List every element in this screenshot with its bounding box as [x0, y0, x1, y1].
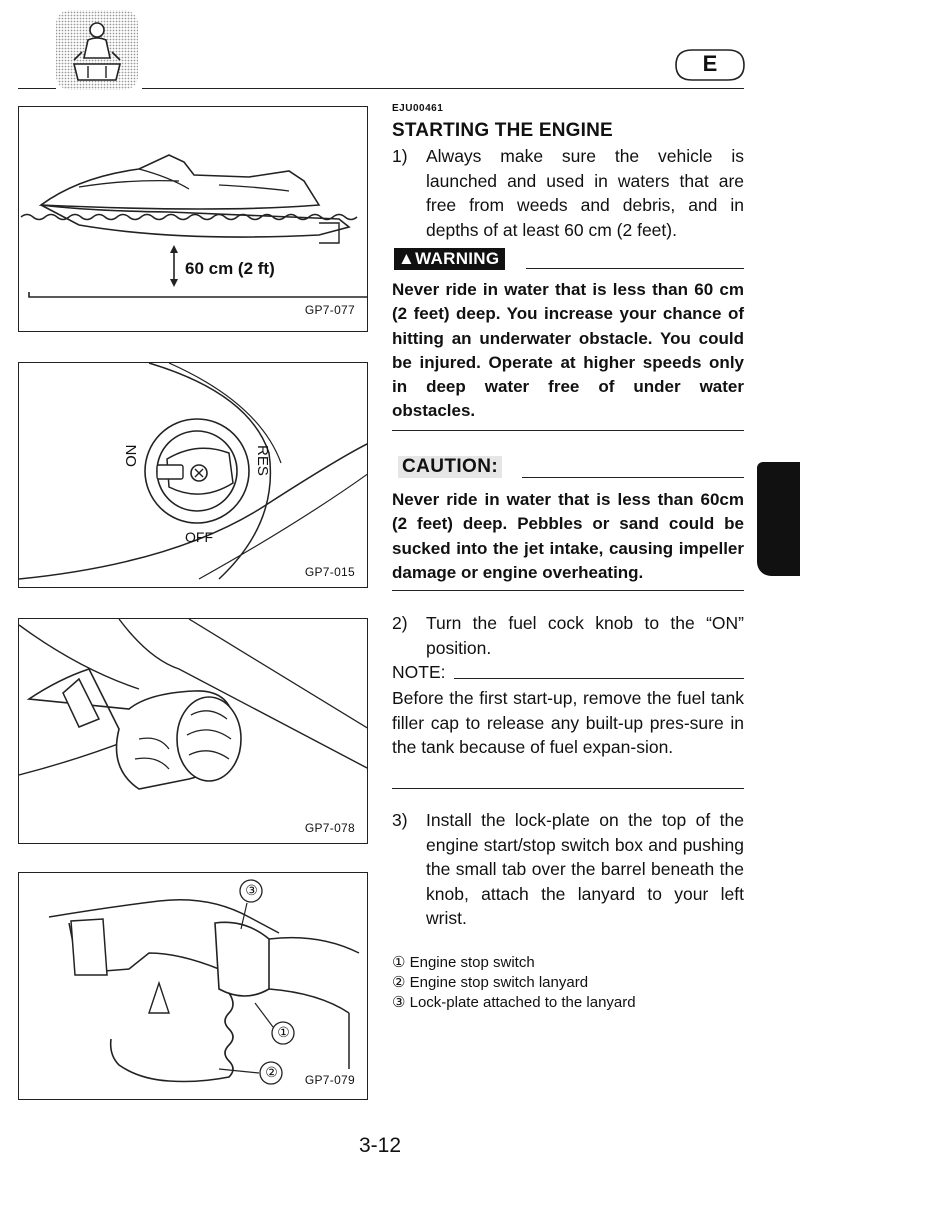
warning-header [392, 248, 744, 272]
header-logo [52, 8, 142, 92]
figure-filler-cap [18, 618, 368, 844]
section-marker [674, 48, 746, 82]
caution-label: CAUTION: [398, 456, 502, 478]
figure-lanyard [18, 872, 368, 1100]
warning-label: WARNING [415, 249, 500, 268]
caution-header-rule [522, 477, 744, 478]
watercraft-illustration [19, 107, 368, 332]
callout-2: ② [265, 1064, 278, 1080]
figure-watercraft-depth [18, 106, 368, 332]
step-3 [392, 808, 744, 932]
figure-code: GP7-015 [304, 565, 355, 579]
section-title: STARTING THE ENGINE [392, 120, 613, 141]
caution-header [392, 456, 744, 482]
step-text: Turn the fuel cock knob to the “ON” position. [426, 613, 744, 658]
callout-1: ① [277, 1024, 290, 1040]
note-text: Before the first start-up, remove the fuel tank filler cap to release any built-up pres-sure in the tank because of fuel expan-sion. [392, 688, 744, 757]
reference-code: EJU00461 [392, 103, 444, 114]
legend-list [392, 953, 744, 1013]
legend-item: ① Engine stop switch [392, 954, 535, 971]
header-rule-left [18, 88, 56, 89]
warning-badge [394, 248, 505, 270]
note-end-rule [392, 788, 744, 789]
note-label: NOTE: [392, 662, 446, 682]
lanyard-illustration [19, 873, 368, 1100]
callout-3: ③ [245, 882, 258, 898]
figure-fuel-cock [18, 362, 368, 588]
figure-code: GP7-078 [304, 821, 355, 835]
watercraft-rider-icon [52, 8, 142, 92]
warning-text: Never ride in water that is less than 60 cm (2 feet) deep. You increase your chance of hitting an underwater obstacle. You could be injured. Operate at higher speeds only in deep water free of under water obstacles. [392, 280, 744, 421]
step-text: Install the lock-plate on the top of the engine start/stop switch box and pushing the small tab over the barrel beneath the knob, attach the lanyard to your left wrist. [426, 810, 744, 928]
step-number: 1) [392, 146, 408, 166]
step-text: Always make sure the vehicle is launched and used in waters that are free from weeds and debris, and in depths of at least 60 cm (2 feet). [426, 146, 744, 240]
knob-label-on: ON [123, 444, 140, 467]
step-number: 3) [392, 810, 408, 830]
warning-header-rule [526, 268, 744, 269]
section-letter: E [702, 51, 718, 76]
page-number: 3-12 [358, 1134, 402, 1157]
chapter-tab [757, 462, 800, 576]
legend-item: ③ Lock-plate attached to the lanyard [392, 994, 636, 1011]
step-1 [392, 144, 744, 242]
warning-triangle-icon: ▲ [398, 249, 416, 268]
caution-text: Never ride in water that is less than 60cm (2 feet) deep. Pebbles or sand could be sucked into the jet intake, causing impeller damage or engine overheating. [392, 490, 744, 582]
note-header [392, 662, 744, 686]
depth-label: 60 cm (2 ft) [185, 259, 275, 278]
step-number: 2) [392, 613, 408, 633]
legend-item: ② Engine stop switch lanyard [392, 974, 589, 991]
filler-cap-illustration [19, 619, 368, 844]
step-2 [392, 611, 744, 661]
caution-end-rule [392, 590, 744, 591]
warning-end-rule [392, 430, 744, 431]
header-rule-right [142, 88, 744, 89]
knob-label-off: OFF [185, 529, 213, 545]
figure-code: GP7-077 [304, 303, 355, 317]
figure-code: GP7-079 [304, 1073, 355, 1087]
knob-label-res: RES [254, 445, 271, 476]
note-header-rule [454, 678, 744, 679]
fuel-cock-illustration [19, 363, 368, 588]
